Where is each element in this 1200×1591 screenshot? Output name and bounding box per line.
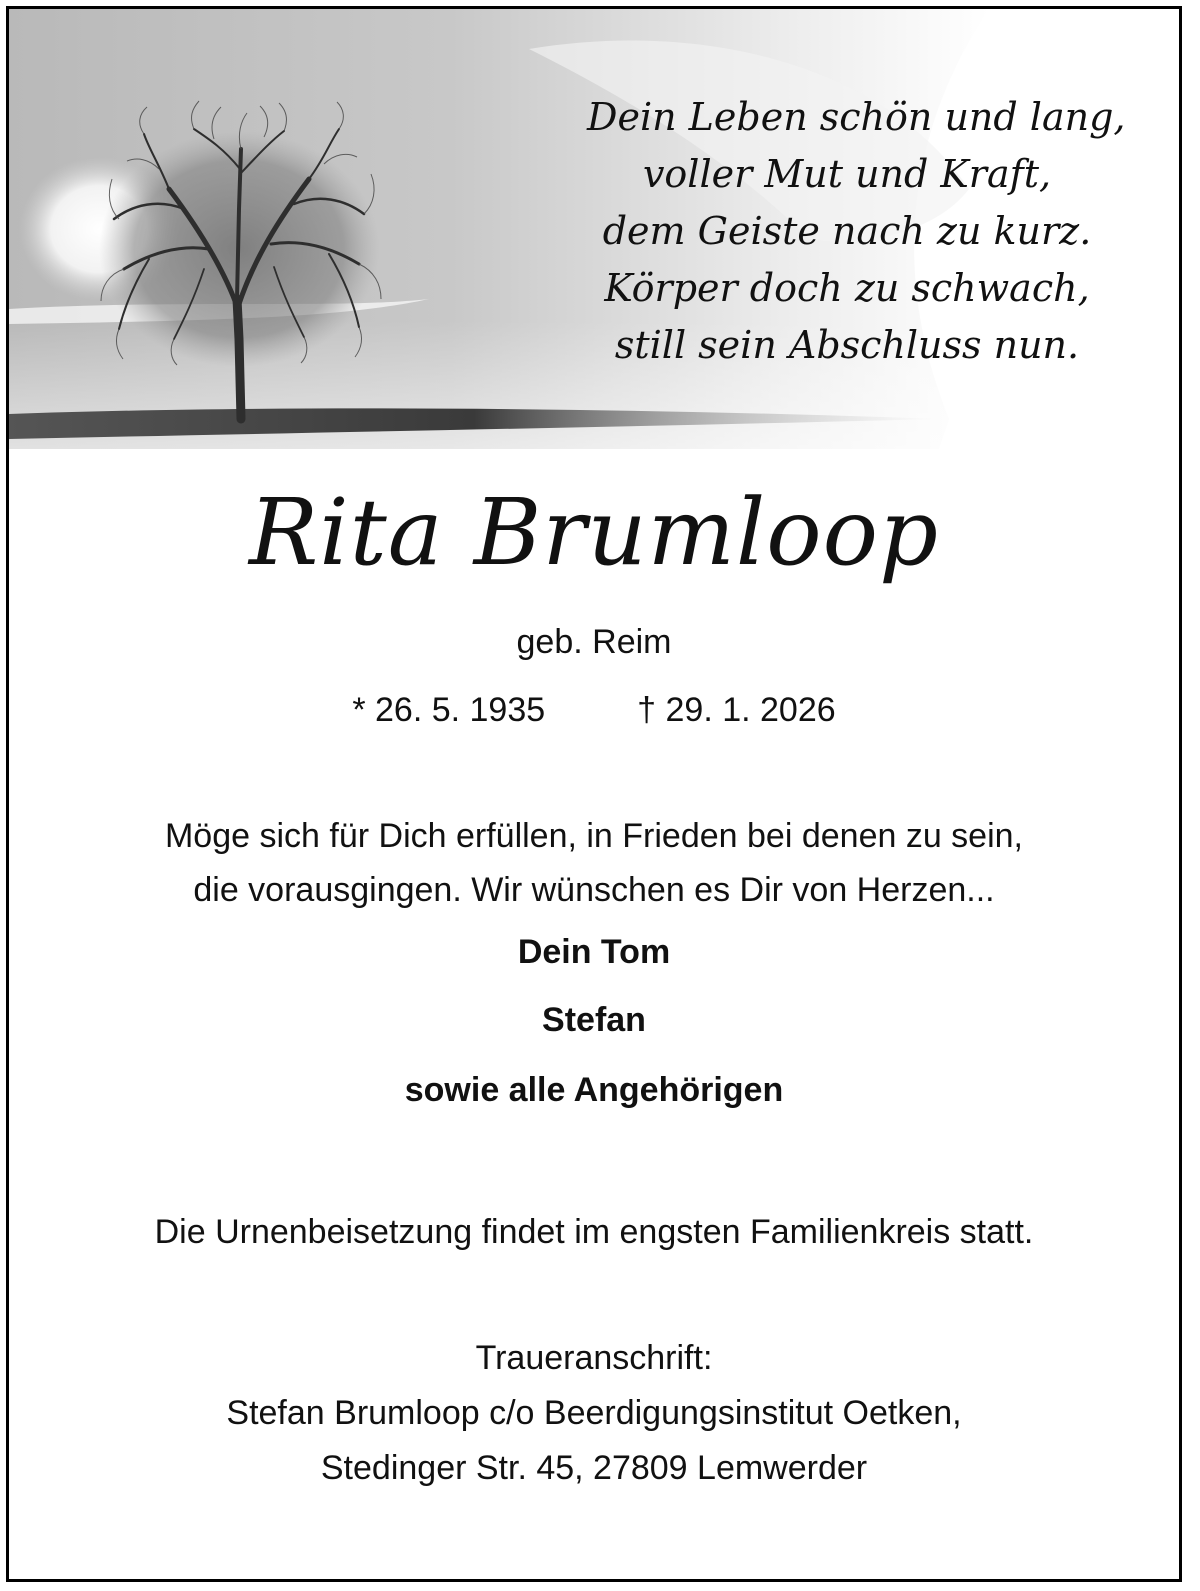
address-label: Traueranschrift: <box>475 1339 713 1377</box>
poem <box>587 89 1126 374</box>
message-line: die vorausgingen. Wir wünschen es Dir von Herzen... <box>193 871 995 909</box>
birth-date: * 26. 5. 1935 <box>352 691 546 729</box>
mourning-address <box>9 1331 1179 1496</box>
burial-note: Die Urnenbeisetzung findet im engsten Familienkreis statt. <box>154 1213 1034 1251</box>
obituary-notice <box>6 6 1182 1582</box>
death-date: † 29. 1. 2026 <box>637 691 836 729</box>
address-line: Stefan Brumloop c/o Beerdigungsinstitut Oetken, <box>226 1394 962 1432</box>
message-line: Möge sich für Dich erfüllen, in Frieden bei denen zu sein, <box>164 817 1024 855</box>
signer: Stefan <box>542 1001 646 1039</box>
signer: Dein Tom <box>517 933 671 971</box>
poem-line: still sein Abschluss nun. <box>614 323 1080 367</box>
poem-line: Dein Leben schön und lang, <box>587 95 1126 139</box>
deceased-name: Rita Brumloop <box>249 479 939 586</box>
maiden-name: geb. Reim <box>516 623 672 661</box>
address-line: Stedinger Str. 45, 27809 Lemwerder <box>320 1449 868 1487</box>
poem-line: voller Mut und Kraft, <box>642 152 1052 196</box>
signer: sowie alle Angehörigen <box>404 1071 784 1109</box>
life-dates <box>9 691 1179 730</box>
poem-line: dem Geiste nach zu kurz. <box>602 209 1092 253</box>
farewell-message <box>9 809 1179 917</box>
poem-line: Körper doch zu schwach, <box>604 266 1090 310</box>
